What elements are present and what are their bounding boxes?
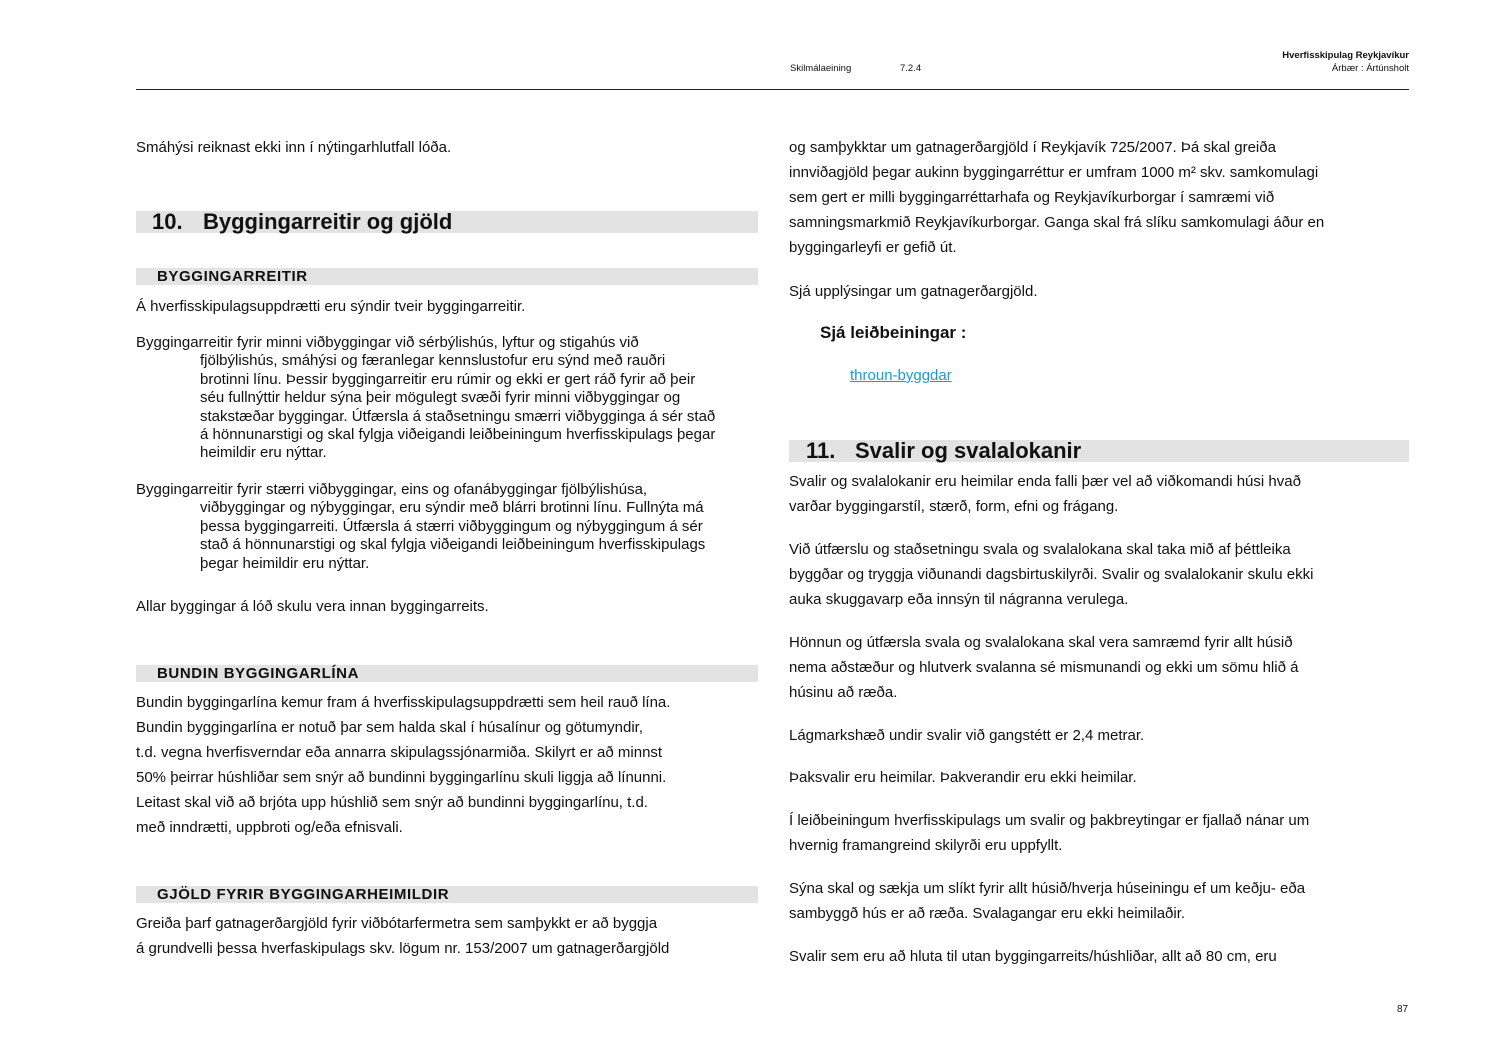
paragraph [789, 876, 1305, 926]
text-line: og samþykktar um gatnagerðargjöld í Reykjavík 725/2007. Þá skal greiða [789, 139, 1276, 156]
text-line: Svalir sem eru að hluta til utan byggingarreits/húshliðar, allt að 80 cm, eru [789, 948, 1277, 965]
text-line: 50% þeirrar húshliðar sem snýr að bundinni byggingarlínu skuli liggja að línunni. [136, 769, 667, 786]
text-line: samningsmarkmið Reykjavíkurborgar. Ganga skal frá slíku samkomulagi áður en [789, 214, 1325, 231]
section-number: 10. [152, 209, 183, 234]
paragraph [789, 135, 1324, 260]
section-title: Svalir og svalalokanir [855, 438, 1082, 463]
text-line: nema aðstæður og hlutverk svalanna sé mismunandi og ekki um sömu hlið á [789, 659, 1299, 676]
section-number: 7.2.4 [900, 63, 922, 74]
text-line: á grundvelli þessa hverfaskipulags skv. lögum nr. 153/2007 um gatnagerðargjöld [136, 940, 670, 957]
text-line: Leitast skal við að brjóta upp húshlið sem snýr að bundinni byggingarlínu, t.d. [136, 794, 648, 811]
text-line: viðbyggingar og nýbyggingar, eru sýndir með blárri brotinni línu. Fullnýta má [200, 499, 704, 517]
doc-subtitle: Árbær : Ártúnsholt [1331, 63, 1409, 74]
subheading-text: BYGGINGARREITIR [157, 268, 308, 285]
text-line: Sjá upplýsingar um gatnagerðargjöld. [789, 283, 1038, 300]
paragraph [789, 723, 1144, 748]
text-line: Allar byggingar á lóð skulu vera innan byggingarreits. [136, 598, 489, 615]
text-line: auka skuggavarp eða innsýn til nágranna verulega. [789, 591, 1129, 608]
paragraph [789, 808, 1309, 858]
text-line: þessa byggingarreiti. Útfærsla á stærri viðbyggingum og nýbyggingum á sér [200, 517, 703, 535]
subheading-text: GJÖLD FYRIR BYGGINGARHEIMILDIR [157, 886, 450, 903]
text-line: hvernig framangreind skilyrði eru uppfyllt. [789, 837, 1063, 854]
paragraph [136, 594, 489, 619]
text-line: innviðagjöld þegar aukinn byggingarréttur er umfram 1000 m² skv. samkomulagi [789, 164, 1319, 181]
text-line: varðar byggingarstíl, stærð, form, efni og frágang. [789, 498, 1119, 515]
paragraph [789, 279, 1038, 304]
text-line: brotinni línu. Þessir byggingarreitir eru rúmir og ekki er gert ráð fyrir að þeir [200, 370, 696, 388]
subheading-text: BUNDIN BYGGINGARLÍNA [157, 665, 359, 682]
paragraph [789, 537, 1313, 612]
paragraph [789, 765, 1137, 790]
text-line: þegar heimildir eru nýttar. [200, 554, 370, 572]
text-line: Lágmarkshæð undir svalir við gangstétt er 2,4 metrar. [789, 727, 1145, 744]
text-line: byggingarleyfi er gefið út. [789, 239, 957, 256]
section-heading-11 [789, 440, 1409, 462]
text-line: Byggingarreitir fyrir stærri viðbyggingar, eins og ofanábyggingar fjölbýlishúsa, [136, 481, 648, 498]
header-divider [136, 89, 1409, 90]
text-line: Bundin byggingarlína kemur fram á hverfisskipulagsuppdrætti sem heil rauð lína. [136, 694, 671, 711]
text-line: fjölbýlishús, smáhýsi og færanlegar kennslustofur eru sýnd með rauðri [200, 352, 666, 370]
subheading [136, 665, 758, 682]
text-line: á hönnunarstigi og skal fylgja viðeigandi leiðbeiningum hverfisskipulags þegar [200, 425, 716, 443]
subheading [136, 268, 758, 285]
text-line: Í leiðbeiningum hverfisskipulags um svalir og þakbreytingar er fjallað nánar um [789, 812, 1310, 829]
text-line: stakstæðar byggingar. Útfærsla á staðsetningu smærri viðbygginga á sér stað [200, 407, 716, 425]
text-line: Bundin byggingarlína er notuð þar sem halda skal í húsalínur og götumyndir, [136, 719, 643, 736]
section-heading-10 [136, 211, 758, 233]
text-line: með inndrætti, uppbroti og/eða efnisvali. [136, 819, 403, 836]
guidelines-link[interactable]: throun-byggdar [850, 367, 952, 384]
text-line: Við útfærslu og staðsetningu svala og svalalokana skal taka mið af þéttleika [789, 541, 1291, 558]
subheading [136, 886, 758, 903]
text-line: stað á hönnunarstigi og skal fylgja viðeigandi leiðbeiningum hverfisskipulags [200, 536, 706, 554]
text-line: Á hverfisskipulagsuppdrætti eru sýndir tveir byggingarreitir. [136, 298, 526, 315]
guidelines-heading: Sjá leiðbeiningar : [820, 323, 967, 342]
paragraph [136, 334, 715, 463]
paragraph [136, 911, 669, 961]
section-number: 11. [806, 438, 836, 463]
text-line: t.d. vegna hverfisverndar eða annarra skipulagssjónarmiða. Skilyrt er að minnst [136, 744, 663, 761]
paragraph [136, 135, 451, 160]
doc-title: Hverfisskipulag Reykjavíkur [1282, 50, 1409, 61]
text-line: Sýna skal og sækja um slíkt fyrir allt húsið/hverja húseiningu ef um keðju- eða [789, 880, 1306, 897]
text-line: Smáhýsi reiknast ekki inn í nýtingarhlutfall lóða. [136, 139, 452, 156]
text-line: Byggingarreitir fyrir minni viðbyggingar við sérbýlishús, lyftur og stigahús við [136, 334, 639, 351]
paragraph [789, 630, 1298, 705]
paragraph [136, 481, 705, 573]
paragraph [789, 944, 1277, 969]
text-line: húsinu að ræða. [789, 684, 898, 701]
text-line: sem gert er milli byggingarréttarhafa og Reykjavíkurborgar í samræmi við [789, 189, 1275, 206]
text-line: Greiða þarf gatnagerðargjöld fyrir viðbótarfermetra sem samþykkt er að byggja [136, 915, 658, 932]
text-line: heimildir eru nýttar. [200, 444, 327, 462]
paragraph [789, 469, 1301, 519]
text-line: Þaksvalir eru heimilar. Þakverandir eru ekki heimilar. [789, 769, 1137, 786]
section-title: Byggingarreitir og gjöld [203, 209, 453, 234]
text-line: Hönnun og útfærsla svala og svalalokana skal vera samræmd fyrir allt húsið [789, 634, 1293, 651]
paragraph [136, 690, 670, 840]
text-line: séu fullnýttir heldur sýna þeir mögulegt svæði fyrir minni viðbyggingar og [200, 389, 681, 407]
paragraph [136, 294, 525, 319]
text-line: sambyggð hús er að ræða. Svalagangar eru ekki heimilaðir. [789, 905, 1186, 922]
text-line: Svalir og svalalokanir eru heimilar enda falli þær vel að viðkomandi húsi hvað [789, 473, 1301, 490]
section-label: Skilmálaeining [790, 63, 852, 74]
page-number: 87 [1397, 1004, 1409, 1015]
text-line: byggðar og tryggja viðunandi dagsbirtuskilyrði. Svalir og svalalokanir skulu ekki [789, 566, 1314, 583]
